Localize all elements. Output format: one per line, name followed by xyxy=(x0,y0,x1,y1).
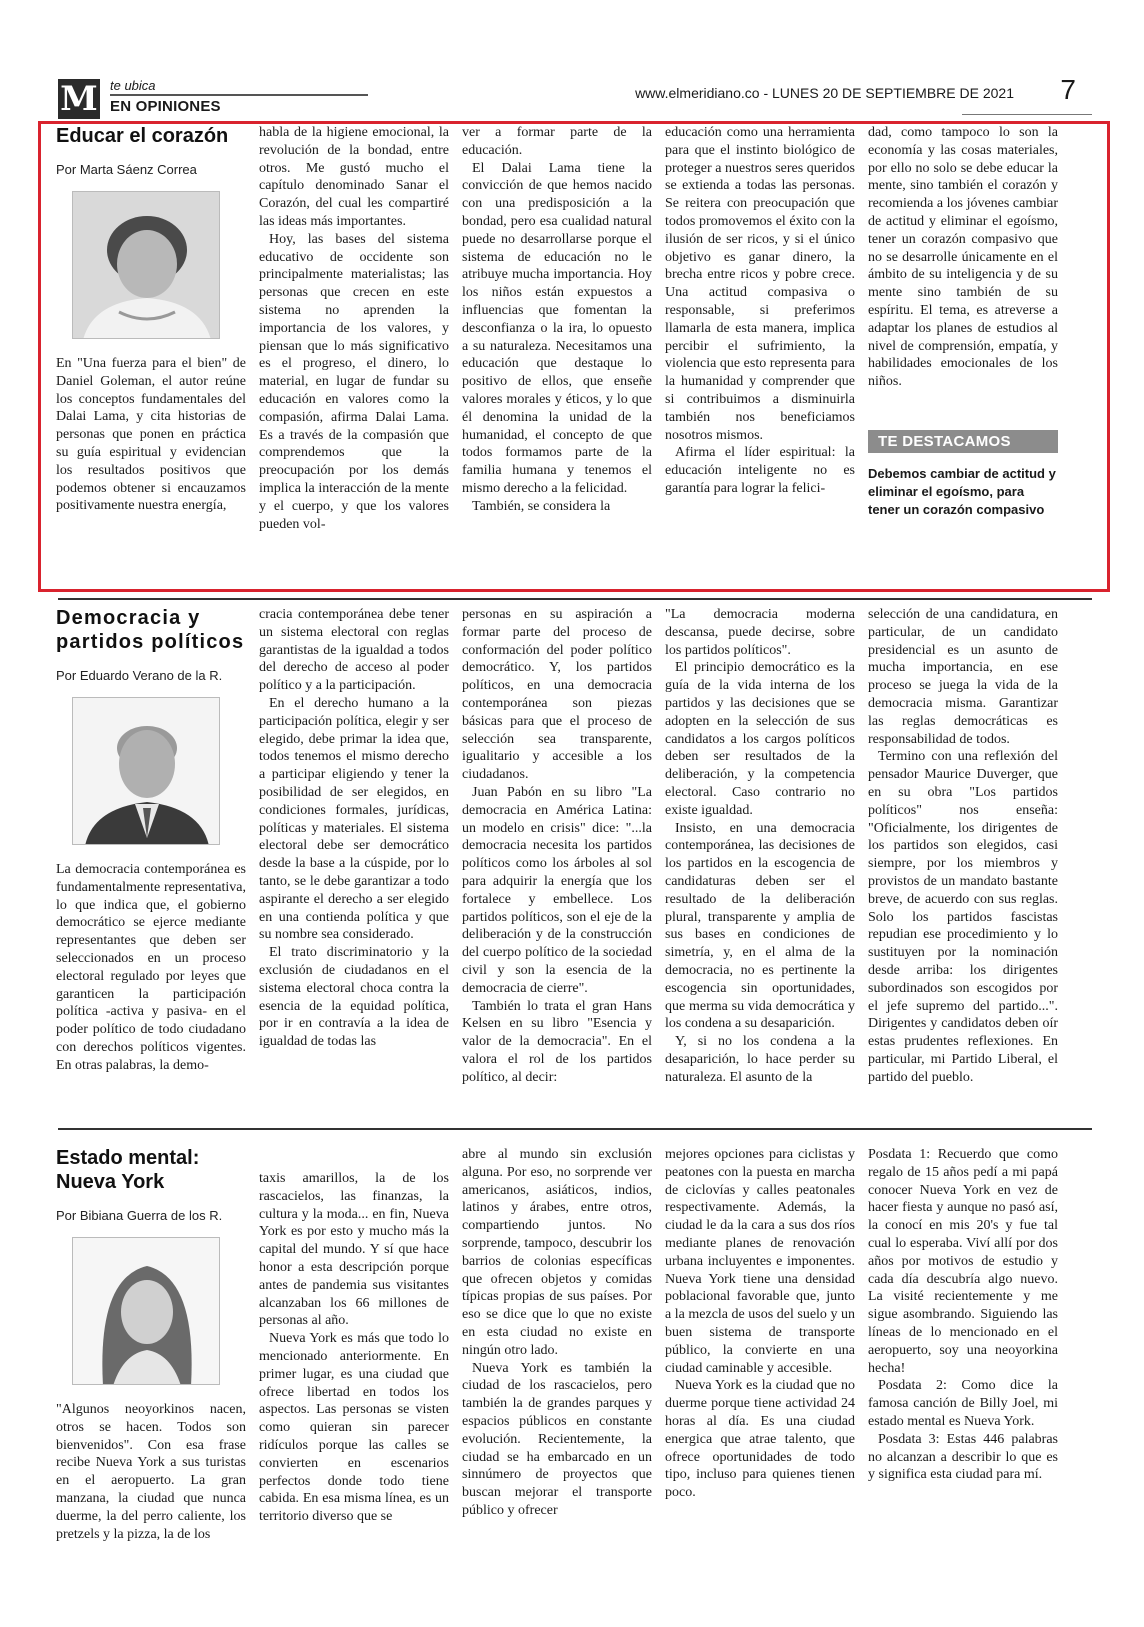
paragraph: Y, si no los condena a la desaparición, lo hace perder su naturaleza. El asunto de la xyxy=(665,1034,855,1085)
header-tagline: te ubica xyxy=(110,78,156,93)
paragraph: También lo trata el gran Hans Kelsen en su libro "Esencia y valor de la democracia". En el valora el rol de los partidos político, al decir: xyxy=(462,998,652,1085)
newspaper-logo: M xyxy=(58,79,100,119)
paragraph: educación como una herramienta para que el instinto biológico de proteger a nuestros seres queridos se extienda a todas las personas. Se reitera con preocupación que todos promovemos el éxito con la ilusión de ser ricos, y si el único objetivo es ganar dinero, la brecha entre ricos y pobre crece. Una actitud compasiva o responsable, si preferimos llamarla de esta manera, implica percibir el sufrimiento, la violencia que esto representa para la humanidad y comprender que si contribuimos a disminuirla también nos beneficiamos nosotros mismos. xyxy=(665,125,855,443)
article-byline: Por Eduardo Verano de la R. xyxy=(56,668,223,683)
article-byline: Por Bibiana Guerra de los R. xyxy=(56,1208,223,1223)
paragraph: Posdata 1: Recuerdo que como regalo de 15 años pedí a mi papá conocer Nueva York en vez de hacer fiesta y aunque no pasó así, la conocí en mis 20's y fue tal cual lo esperaba. Viví allí por dos años por motivos de estudio y cada día descubría algo nuevo. La visité recientemente y me sigue asombrando. Siguiendo las líneas de lo mencionado en el aeropuerto, soy una neoyorkina hecha! xyxy=(868,1147,1058,1376)
paragraph: En el derecho humano a la participación política, elegir y ser elegido, debe primar la idea que, todos tenemos el mismo derecho a participar eligiendo y tener la posibilidad de ser elegidos, en condiciones formales, jurídicas, políticas y materiales. El sistema electoral debe ser democrático desde la base a la cúspide, por lo tanto, se le debe garantizar a todo aspirante el derecho a ser elegido en una contienda política y que su nombre sea considerado. xyxy=(259,695,449,943)
paragraph: El Dalai Lama tiene la convicción de que hemos nacido con una predisposición a la bondad, pero esa cualidad natural puede no desarrollarse porque el sistema de educación no le atribuye mucha importancia. Hoy los niños están expuestos a influencias que fomentan la desconfianza o la ira, lo opuesto a su naturaleza. Necesitamos una educación que destaque lo positivo de ellos, que enseñe valores morales y éticos, y lo que él denomina la unidad de la humanidad, el concepto de que todos formamos parte de la familia humana y tenemos el mismo derecho a la felicidad. xyxy=(462,160,652,496)
article-text xyxy=(665,124,855,534)
article-divider xyxy=(58,1128,1092,1130)
article-column xyxy=(868,1146,1058,1590)
paragraph: habla de la higiene emocional, la revolución de la bondad, entre otros. Me gustó mucho el capítulo denominado Sanar el Corazón, del cual les compartiré las ideas más importantes. xyxy=(259,125,449,229)
article-text xyxy=(259,606,449,1106)
article-text xyxy=(665,606,855,1106)
paragraph: En "Una fuerza para el bien" de Daniel Goleman, el autor reúne los conceptos fundamentales del Dalai Lama, y cita historias de personas que ponen en práctica su guía espiritual y evidencian los resultados positivos que podemos obtener si encauzamos positivamente nuestra energía, xyxy=(56,356,246,514)
article-column xyxy=(56,1146,246,1581)
paragraph: selección de una candidatura, en particular, de un candidato presidencial es un asunto de mucha importancia, en ese proceso se juega la vida de la democracia misma. Garantizar las reglas democráticas es responsabilidad de todos. xyxy=(868,607,1058,747)
paragraph: "La democracia moderna descansa, puede decirse, sobre los partidos políticos". xyxy=(665,607,855,658)
article-text xyxy=(56,1401,246,1581)
header-rule xyxy=(110,94,368,96)
article-title: Educar el corazón xyxy=(56,125,229,147)
paragraph: personas en su aspiración a formar parte del proceso de conformación del poder político democrático. Y, los partidos políticos, en una democracia contemporánea son piezas básicas para que el proceso de selección sea transparente, igualitario y accesible a los ciudadanos. xyxy=(462,607,652,783)
paragraph: Posdata 3: Estas 446 palabras no alcanzan a describir lo que es y significa esta ciudad para mí. xyxy=(868,1431,1058,1483)
paragraph: taxis amarillos, la de los rascacielos, las finanzas, la cultura y la moda... en fin, Nueva York es por esto y mucho más la capital del mundo. Y sí que hace honor a esta descripción porque antes de pandemia sus visitantes alcanzaban los 66 millones de personas al año. xyxy=(259,1171,449,1329)
paragraph: Posdata 2: Como dice la famosa canción de Billy Joel, mi estado mental es Nueva York. xyxy=(868,1378,1058,1429)
article-column xyxy=(665,606,855,1106)
paragraph: abre al mundo sin exclusión alguna. Por eso, no sorprende ver americanos, asiáticos, indios, latinos y árabes, entre otros, compartiendo juntos. No sorprende, tampoco, descubrir los barrios de colonias específicas que ofrecen objetos y comidas típicas propias de sus países. Por eso se dice que lo que no existe en esta ciudad no existe en ningún otro lado. xyxy=(462,1147,652,1358)
article-text xyxy=(868,606,1058,1106)
article-byline: Por Marta Sáenz Correa xyxy=(56,162,197,177)
article-text xyxy=(868,1146,1058,1590)
paragraph: Termino con una reflexión del pensador Maurice Duverger, que en su obra "Los partidos políticos" nos enseña: "Oficialmente, los dirigentes de los partidos son elegidos, casi siempre, por los miembros y provistos de un mandato bastante breve, de acuerdo con sus reglas. Solo los partidos fascistas repudian ese procedimiento y lo sustituyen por la nominación desde arriba: los dirigentes subordinados son escogidos por el jefe supremo del partido...". Dirigentes y candidatos deben oír estas prudentes reflexiones. En particular, mi Partido Liberal, el partido del pueblo. xyxy=(868,749,1058,1085)
article-column xyxy=(259,1146,449,1610)
callout-text: Debemos cambiar de actitud y eliminar el egoísmo, para tener un corazón compasivo xyxy=(868,466,1056,517)
paragraph: ver a formar parte de la educación. xyxy=(462,125,652,158)
article-title: Democracia y partidos políticos xyxy=(56,607,245,653)
article-educar-el-corazon xyxy=(56,124,1102,590)
author-photo xyxy=(72,191,220,339)
article-column xyxy=(462,1146,652,1590)
article-text xyxy=(259,124,449,534)
author-photo xyxy=(72,697,220,845)
paragraph: Nueva York es más que todo lo mencionado anteriormente. En primer lugar, es una ciudad que ofrece libertad en todos los aspectos. Las personas se visten como quieran sin parecer ridículos porque las calles se convierten en escenarios perfectos donde todo tiene cabida. En esa misma línea, es un territorio diverso que se xyxy=(259,1331,449,1525)
article-text xyxy=(462,124,652,534)
article-column xyxy=(665,1146,855,1590)
paragraph: También, se considera la xyxy=(472,498,611,514)
paragraph: "Algunos neoyorkinos nacen, otros se hacen. Todos son bienvenidos". Con esa frase recibe Nueva York a sus turistas en el aeropuerto. La gran manzana, la ciudad que nunca duerme, la del perro caliente, los pretzels y la pizza, la de los xyxy=(56,1402,246,1542)
site-and-date: www.elmeridiano.co - LUNES 20 DE SEPTIEMBRE DE 2021 xyxy=(635,85,1014,101)
paragraph: Juan Pabón en su libro "La democracia en América Latina: un modelo en crisis" dice: "...la democracia necesita los partidos políticos como los árboles al sol para adquirir la energía que los fortalece y embellece. Los partidos políticos, son el eje de la deliberación y de la construcción del cuerpo político de la sociedad civil y son la esencia de la democracia de cierre". xyxy=(462,784,652,996)
paragraph: El trato discriminatorio y la exclusión de ciudadanos en el sistema electoral choca contra la esencia de la equidad política, por ir en contravía a la idea de igualdad de todas las xyxy=(259,945,449,1050)
article-column xyxy=(462,124,652,534)
callout-label: TE DESTACAMOS xyxy=(868,430,1058,453)
article-column xyxy=(868,606,1058,1106)
paragraph: Nueva York es la ciudad que no duerme porque tiene actividad 24 horas al día. Es una ciudad energica que atrae talento, que ofrece oportunidades de todo tipo, incluso para quienes tienen poco. xyxy=(665,1378,855,1501)
paragraph: La democracia contemporánea es fundamentalmente representativa, lo que indica que, el gobierno democrático se ejerce mediante representantes que deben ser seleccionados en un proceso electoral regulado por leyes que garanticen la participación política -activa y pasiva- en el poder político de todo ciudadano con derechos políticos vigentes. En otras palabras, la demo- xyxy=(56,862,246,1073)
page-number-rule xyxy=(962,114,1092,115)
page-header xyxy=(58,76,1092,122)
article-text xyxy=(56,355,246,535)
paragraph: El principio democrático es la guía de la vida interna de los partidos y las decisiones que se adopten en la selección de sus candidatos a los cargos políticos deben ser resultados de la deliberación, y la competencia electoral. Caso contrario no existe igualdad. xyxy=(665,660,855,818)
paragraph: dad, como tampoco lo son la economía y las cosas materiales, por ello no solo se debe educar la mente, sino también el corazón y recomienda a los jóvenes cambiar de actitud y eliminar el egoísmo, tener un corazón compasivo que no se desarrolle únicamente en el ámbito de su inteligencia y de su mente sino también de su espíritu. El tema, es atreverse a adaptar los planes de estudios al nivel de comprensión, empatía, y habilidades emocionales de los niños. xyxy=(868,125,1058,390)
article-text xyxy=(462,1146,652,1590)
article-title: Estado mental: Nueva York xyxy=(56,1147,200,1193)
article-column xyxy=(665,124,855,534)
section-name: EN OPINIONES xyxy=(110,98,221,115)
paragraph: Nueva York es también la ciudad de los rascacielos, pero también la de grandes parques y espacios públicos en constante evolución. Recientemente, la ciudad se ha embarcado en un sinnúmero de proyectos que buscan mejorar el transporte público y ofrecer xyxy=(462,1360,652,1518)
article-column xyxy=(462,606,652,1106)
paragraph: Afirma el líder espiritual: la educación inteligente no es garantía para lograr la felici- xyxy=(665,445,855,496)
article-column xyxy=(259,124,449,534)
article-text xyxy=(462,606,652,1106)
paragraph: mejores opciones para ciclistas y peatones con la puesta en marcha de ciclovías y calles peatonales respectivamente. Además, la ciudad le da la cara a sus dos ríos mediante planes de renovación urbana incluyentes e imponentes. Nueva York tiene una densidad poblacional favorable que, junto a la mezcla de usos del suelo y un buen sistema de transporte público, la convierte en una ciudad caminable y accesible. xyxy=(665,1147,855,1376)
paragraph: Hoy, las bases del sistema educativo de occidente son principalmente materialistas; las personas que crecen en este sistema no aprenden la importancia de los valores, y piensan que lo más significativo es el progreso, el dinero, lo material, en lugar de fundar su educación en valores como la compasión, afirma Dalai Lama. Es a través de la compasión que comprendemos que la preocupación por los demás implica la interacción de la mente y el cuerpo, y que los valores pueden vol- xyxy=(259,231,449,532)
article-column xyxy=(56,606,246,1093)
author-photo xyxy=(72,1237,220,1385)
paragraph: Insisto, en una democracia contemporánea, las decisiones de los partidos en la escogencia de candidaturas deben ser el resultado de la deliberación plural, transparente y amplia de sus bases en condiciones de simetría, y, en el alma de la democracia, no es pertinente la escogencia sin oportunidades, que merma su vida democrática y los condena a su desaparición. xyxy=(665,820,855,1032)
article-nueva-york xyxy=(56,1146,1102,1592)
article-text xyxy=(665,1146,855,1590)
article-text xyxy=(259,1170,449,1610)
paragraph: cracia contemporánea debe tener un sistema electoral con reglas garantistas de la igualdad a todos del derecho de acceso al poder político y a la participación. xyxy=(259,607,449,694)
article-column xyxy=(56,124,246,535)
article-column xyxy=(868,124,1058,519)
article-text xyxy=(56,861,246,1093)
article-column xyxy=(259,606,449,1106)
article-text xyxy=(868,124,1058,414)
article-divider xyxy=(58,598,1092,600)
page-number: 7 xyxy=(1060,74,1076,105)
article-democracia xyxy=(56,606,1102,1118)
